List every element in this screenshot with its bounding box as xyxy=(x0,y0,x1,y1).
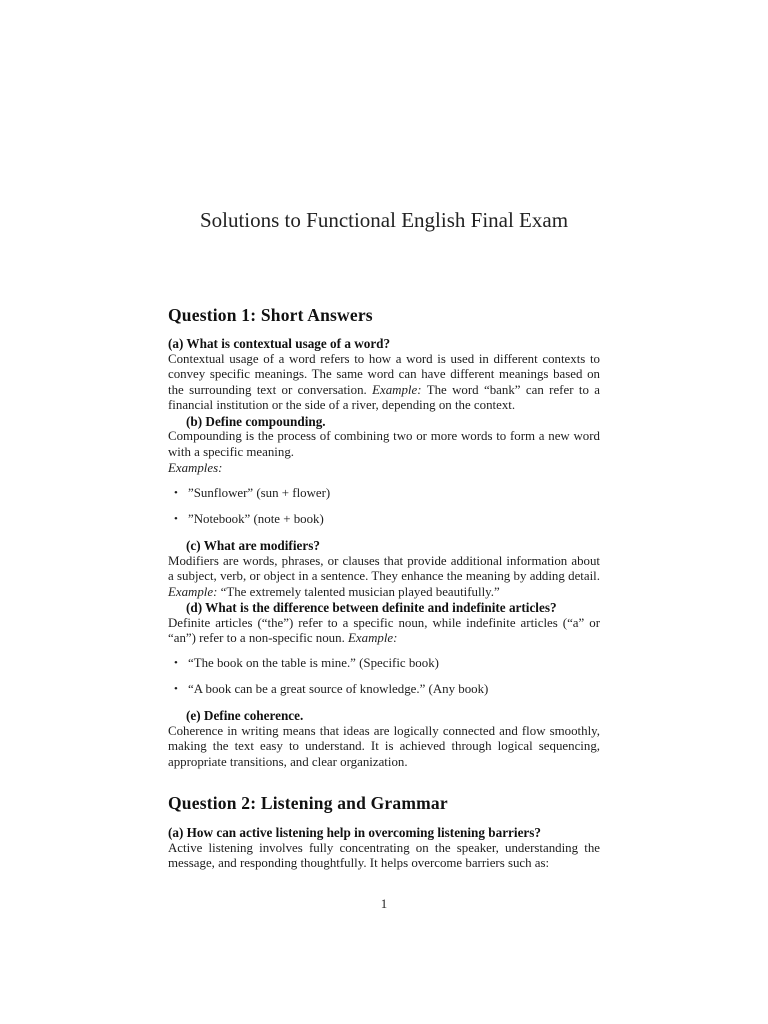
q1a-text: Contextual usage of a word refers to how a word is used in different contexts to convey specific meanings. The same word can have different meanings based on the surrounding text or conversation. xyxy=(168,351,600,397)
question-2-heading: Question 2: Listening and Grammar xyxy=(168,793,448,813)
q1b-label: (b) Define compounding. xyxy=(186,413,326,429)
bullet-icon: • xyxy=(174,683,178,695)
list-item: • ”Notebook” (note + book) xyxy=(174,512,324,526)
question-1-heading: Question 1: Short Answers xyxy=(168,305,373,325)
document-title: Solutions to Functional English Final Exam xyxy=(199,208,569,232)
list-item: • ”Sunflower” (sun + flower) xyxy=(174,486,331,500)
q1b-examples-list xyxy=(168,486,600,502)
q1a-label: (a) What is contextual usage of a word? xyxy=(168,336,391,351)
q1d-text: Definite articles (“the”) refer to a specific noun, while indefinite articles (“a” or “an”) refer to a non-specific noun. xyxy=(168,615,600,646)
question-1-body xyxy=(168,336,600,476)
q1d-examples-list-2 xyxy=(168,682,600,698)
bullet-icon: • xyxy=(174,657,178,669)
q1b-examples-label: Examples: xyxy=(168,460,223,475)
q1a-example-text: The word “bank” can refer to a financial institution or the side of a river, depending on the context. xyxy=(168,382,600,413)
bullet-icon: • xyxy=(174,487,178,499)
q2a-label: (a) How can active listening help in overcoming listening barriers? xyxy=(168,825,542,840)
q1b-examples-list-2 xyxy=(168,512,600,528)
q1c-label: (c) What are modifiers? xyxy=(186,538,320,553)
bullet-icon: • xyxy=(174,513,178,525)
list-item: • “The book on the table is mine.” (Specific book) xyxy=(174,656,439,670)
q1e-block xyxy=(168,708,600,770)
q1b-answer: Compounding is the process of combining two or more words to form a new word with a specific meaning. xyxy=(168,429,600,459)
q1e-label: (e) Define coherence. xyxy=(186,708,304,723)
q1d-example-label: Example: xyxy=(348,631,398,646)
q1c-answer xyxy=(168,554,600,601)
q1a-answer xyxy=(168,352,600,414)
question-2-section xyxy=(168,791,600,815)
q1c-example-text: “The extremely talented musician played beautifully.” xyxy=(220,584,500,599)
q1d-answer xyxy=(168,616,600,647)
q1c-example-label: Example: xyxy=(168,584,218,599)
page-number: 1 xyxy=(380,897,388,911)
q2a-answer: Active listening involves fully concentrating on the speaker, understanding the message, and responding thoughtfully. It helps overcome barriers such as: xyxy=(168,840,600,871)
q1e-answer: Coherence in writing means that ideas are logically connected and flow smoothly, making the text easy to understand. It is achieved through logical sequencing, appropriate transitions, and clear organization. xyxy=(168,723,600,769)
list-item: • “A book can be a great source of knowledge.” (Any book) xyxy=(174,682,489,696)
q1d-label: (d) What is the difference between definite and indefinite articles? xyxy=(186,600,557,616)
question-1-section xyxy=(168,303,600,327)
q1a-example-label: Example: xyxy=(372,382,422,397)
q1d-examples-list xyxy=(168,656,600,672)
question-2-body xyxy=(168,825,600,872)
q1c-text: Modifiers are words, phrases, or clauses that provide additional information about a subject, verb, or object in a sentence. They enhance the meaning by adding detail. xyxy=(168,553,600,584)
q1c-block xyxy=(168,538,600,647)
